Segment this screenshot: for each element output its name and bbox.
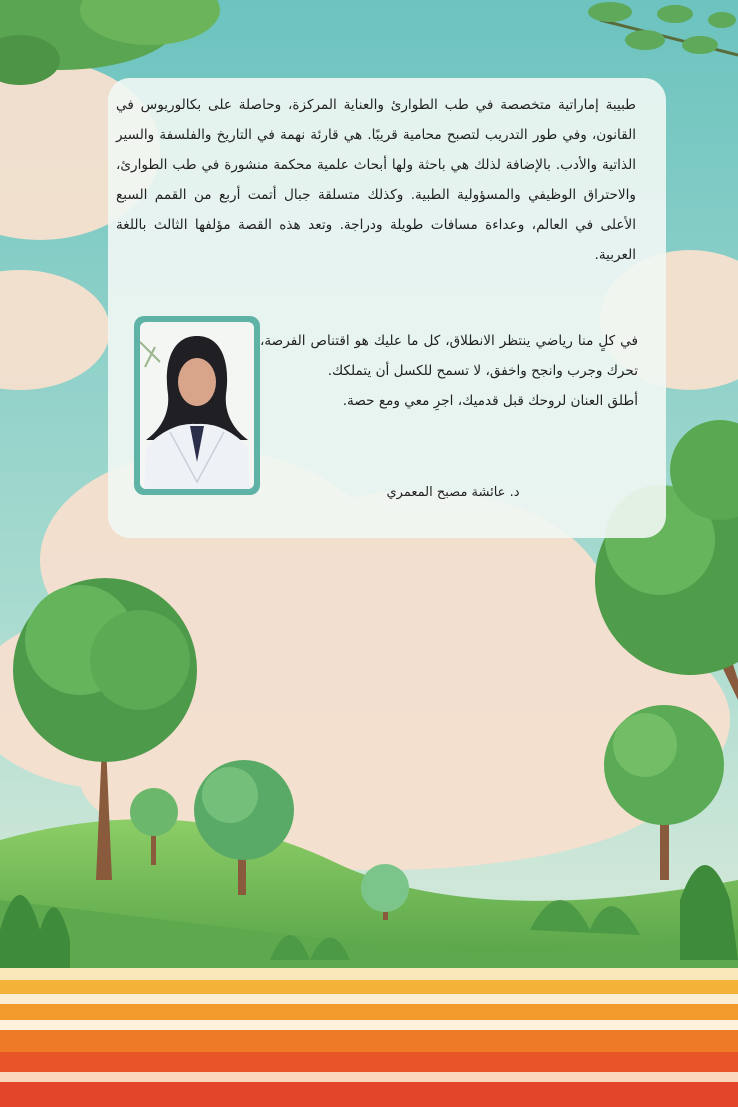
author-signature: د. عائشة مصبح المعمري [386,485,520,500]
color-stripes [0,968,738,1107]
author-info-panel [108,78,666,538]
author-portrait-image [140,322,254,489]
quote-line-2: أطلق العنان لروحك قبل قدميك، اجرِ معي ومع حصة. [342,393,638,409]
quote-line-1: في كلٍ منا رياضي ينتظر الانطلاق، كل ما عليك هو اقتناص الفرصة، تحرك وجرب وانجح واخفق، لا تسمح للكسل أن يتملكك. [260,333,638,379]
author-quote [260,326,638,416]
author-bio: طبيبة إماراتية متخصصة في طب الطوارئ والعناية المركزة، وحاصلة على بكالوريوس في القانون، وفي طور التدريب لتصبح محامية قريبًا. هي قارئة نهمة في التاريخ والفلسفة والسير الذاتية والأدب. بالإضافة لذلك هي باحثة ولها أبحاث علمية محكمة منشورة في طب الطوارئ، والاحتراق الوظيفي والمسؤولية الطبية. وكذلك متسلقة جبال أتمت أربع من القمم السبع الأعلى في العالم، وعداءة مسافات طويلة ودراجة. وتعد هذه القصة مؤلفها الثالث باللغة العربية. [116,97,636,263]
author-photo [134,316,260,495]
